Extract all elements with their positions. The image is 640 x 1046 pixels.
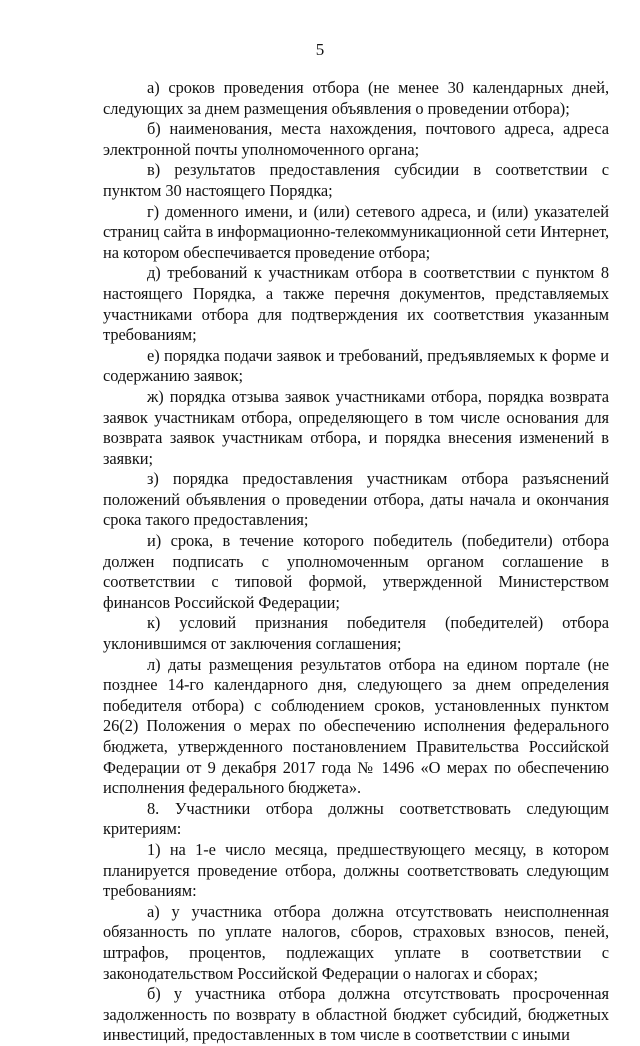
paragraph-b-overdue-debt: б) у участника отбора должна отсутствовать просроченная задолженность по возврату в областной бюджет субсидий, бюджетных инвестиций, предоставленных в том числе в соответствии с иными [103, 984, 609, 1045]
paragraph-z-clarifications: з) порядка предоставления участникам отбора разъяснений положений объявления о проведении отбора, даты начала и окончания срока такого предоставления; [103, 469, 609, 530]
paragraph-k-evasion: к) условий признания победителя (победителей) отбора уклонившимся от заключения соглашения; [103, 613, 609, 654]
paragraph-a-tax-obligations: а) у участника отбора должна отсутствовать неисполненная обязанность по уплате налогов, сборов, страховых взносов, пеней, штрафов, процентов, подлежащих уплате в соответствии с законодательством Российской Федерации о налогах и сборах; [103, 901, 609, 983]
paragraph-1-first-day: 1) на 1-е число месяца, предшествующего месяцу, в котором планируется проведение отбора, должны соответствовать следующим требованиям: [103, 839, 609, 901]
paragraph-8-criteria: 8. Участники отбора должны соответствовать следующим критериям: [103, 798, 609, 839]
paragraph-l-publication-date: л) даты размещения результатов отбора на едином портале (не позднее 14-го календарного дня, следующего за днем определения победителя отбора) с соблюдением сроков, установленных пунктом 26(2) Положения о мерах по обеспечению исполнения федерального бюджета, утвержденного постановлением Правительства Российской Федерации от 9 декабря 2017 года № 1496 «О мерах по обеспечению исполнения федерального бюджета». [103, 654, 609, 798]
paragraph-v-results: в) результатов предоставления субсидии в соответствии с пунктом 30 настоящего Порядка; [103, 160, 609, 200]
paragraph-a-deadlines: а) сроков проведения отбора (не менее 30 календарных дней, следующих за днем размещения объявления о проведении отбора); [103, 78, 609, 118]
page-number: 5 [315, 40, 325, 59]
document-body [103, 78, 609, 1046]
paragraph-g-website: г) доменного имени, и (или) сетевого адреса, и (или) указателей страниц сайта в информационно-телекоммуникационной сети Интернет, на котором обеспечивается проведение отбора; [103, 201, 609, 262]
paragraph-i-agreement-term: и) срока, в течение которого победитель (победители) отбора должен подписать с уполномоченным органом соглашение в соответствии с типовой формой, утвержденной Министерством финансов Российской Федерации; [103, 531, 609, 612]
paragraph-e-submission: е) порядка подачи заявок и требований, предъявляемых к форме и содержанию заявок; [103, 345, 609, 386]
paragraph-zh-withdrawal: ж) порядка отзыва заявок участниками отбора, порядка возврата заявок участникам отбора, определяющего в том числе основания для возврата заявок участникам отбора, и порядка внесения изменений в заявки; [103, 386, 609, 468]
paragraph-d-requirements: д) требований к участникам отбора в соответствии с пунктом 8 настоящего Порядка, а также перечня документов, представляемых участниками отбора для подтверждения их соответствия указанным требованиям; [103, 263, 609, 345]
paragraph-b-contacts: б) наименования, места нахождения, почтового адреса, адреса электронной почты уполномоченного органа; [103, 119, 609, 159]
